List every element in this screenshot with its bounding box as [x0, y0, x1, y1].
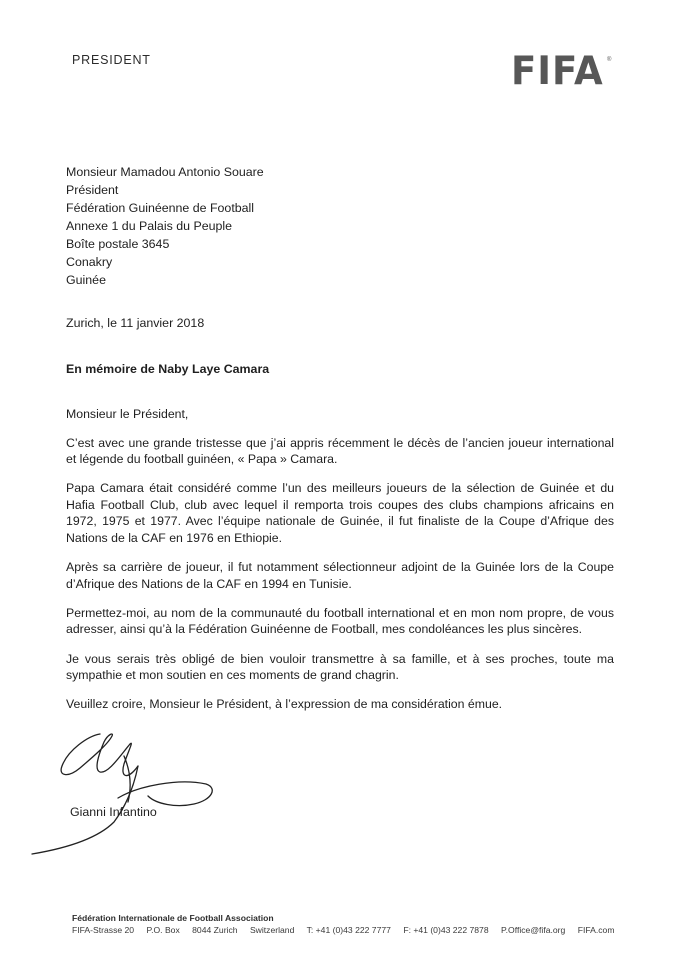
body-paragraph: Papa Camara était considéré comme l’un des meilleurs joueurs de la sélection de Guinée et du Hafia Football Club, club avec lequel il remporta trois coupes des clubs champions africains en 1972, 1975 et 1977. Avec l’équipe nationale de Guinée, il fut finaliste de la Coupe d’Afrique des Nations de la CAF en 1976 en Ethiopie. [66, 481, 614, 546]
header-title: PRESIDENT [72, 53, 151, 67]
body-paragraph: Après sa carrière de joueur, il fut notamment sélectionneur adjoint de la Guinée lors de la Coupe d’Afrique des Nations de la CAF en 1994 en Tunisie. [66, 560, 614, 591]
address-line: Monsieur Mamadou Antonio Souare [66, 165, 264, 179]
footer-fax: F: +41 (0)43 222 7878 [403, 924, 489, 935]
footer-postal-city: 8044 Zurich [192, 924, 238, 935]
address-line: Boîte postale 3645 [66, 237, 170, 251]
address-line: Guinée [66, 273, 106, 287]
address-line: Annexe 1 du Palais du Peuple [66, 219, 233, 233]
letter-subject: En mémoire de Naby Laye Camara [66, 362, 270, 376]
body-paragraph: C’est avec une grande tristesse que j’ai appris récemment le décès de l’ancien joueur international et légende du football guinéen, « Papa » Camara. [66, 435, 614, 467]
address-line: Président [66, 183, 119, 197]
footer-street: FIFA-Strasse 20 [72, 924, 135, 935]
recipient-address [66, 163, 264, 289]
letter-footer [72, 913, 625, 936]
body-paragraph: Permettez-moi, au nom de la communauté du football international et en mon nom propre, de vous adresser, ainsi qu’à la Fédération Guinéenne de Football, mes condoléances les plus sincères. [66, 605, 614, 637]
footer-website: FIFA.com [577, 924, 615, 935]
closing-paragraph: Veuillez croire, Monsieur le Président, à l’expression de ma considération émue. [66, 697, 503, 712]
footer-contact-line [72, 925, 625, 937]
footer-po-box: P.O. Box [146, 924, 180, 935]
registered-mark: ® [607, 57, 612, 63]
address-line: Conakry [66, 255, 113, 269]
footer-country: Switzerland [249, 924, 295, 935]
footer-phone: T: +41 (0)43 222 7777 [306, 924, 391, 935]
address-line: Fédération Guinéenne de Football [66, 201, 255, 215]
signer-name: Gianni Infantino [70, 805, 157, 819]
footer-email: P.Office@fifa.org [501, 924, 566, 935]
letter-body [66, 406, 614, 725]
footer-organization: Fédération Internationale de Football Association [72, 913, 274, 923]
body-paragraph: Je vous serais très obligé de bien vouloir transmettre à sa famille, et à ses proches, toute ma sympathie et mon soutien en ces moments de grand chagrin. [66, 651, 614, 683]
salutation: Monsieur le Président, [66, 407, 189, 421]
handwritten-signature [28, 726, 228, 856]
letter-date: Zurich, le 11 janvier 2018 [66, 316, 205, 330]
fifa-logo: FIFA [511, 49, 604, 94]
